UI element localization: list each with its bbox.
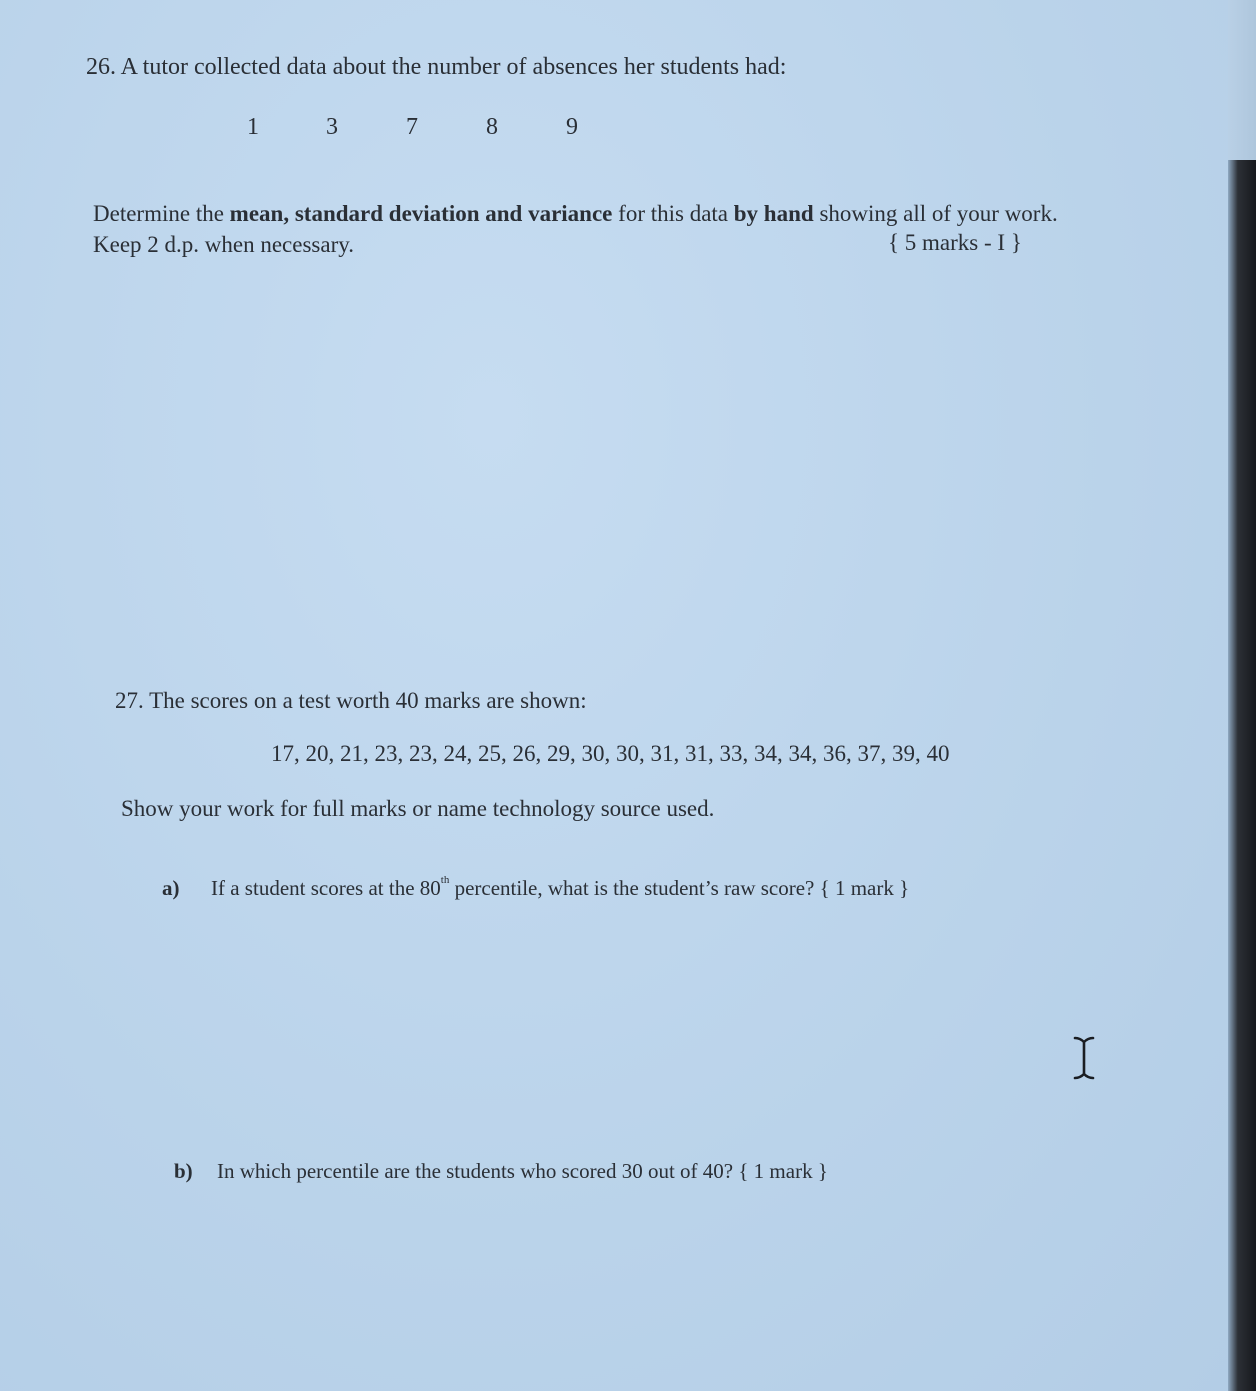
- part-b-label: b): [174, 1159, 193, 1183]
- question-26-rounding-note: Keep 2 d.p. when necessary.: [93, 232, 354, 257]
- data-value: 1: [247, 114, 259, 140]
- instr-text: Determine the: [93, 201, 230, 226]
- part-a-text: percentile, what is the student’s raw score? { 1 mark }: [449, 876, 910, 900]
- data-value: 8: [486, 114, 498, 140]
- question-26-title: 26. A tutor collected data about the number of absences her students had:: [86, 54, 787, 80]
- instr-text: for this data: [612, 201, 734, 226]
- question-26-marks: { 5 marks - I }: [888, 230, 1022, 255]
- instr-text: showing all of your work.: [813, 201, 1058, 226]
- part-b-question: In which percentile are the students who scored 30 out of 40? { 1 mark }: [217, 1159, 828, 1183]
- part-a-superscript: th: [440, 874, 450, 886]
- question-27-instruction: Show your work for full marks or name technology source used.: [121, 796, 715, 821]
- instr-bold-text: mean, standard deviation and variance: [229, 201, 613, 226]
- question-26-instruction: [93, 201, 1058, 227]
- question-27-scores: 17, 20, 21, 23, 23, 24, 25, 26, 29, 30, 30, 31, 31, 33, 34, 34, 36, 37, 39, 40: [271, 741, 950, 766]
- part-a-question: [211, 876, 909, 901]
- part-a-label: a): [162, 876, 180, 900]
- data-value: 3: [326, 114, 338, 140]
- part-a-text: If a student scores at the 80: [211, 876, 441, 900]
- question-27-title: 27. The scores on a test worth 40 marks are shown:: [115, 688, 587, 713]
- instr-bold-text: by hand: [733, 201, 814, 226]
- text-cursor-icon: [1068, 1034, 1100, 1082]
- monitor-edge: [1228, 0, 1256, 1391]
- monitor-edge-top: [1228, 0, 1256, 160]
- data-value: 7: [406, 114, 418, 140]
- data-value: 9: [566, 114, 578, 140]
